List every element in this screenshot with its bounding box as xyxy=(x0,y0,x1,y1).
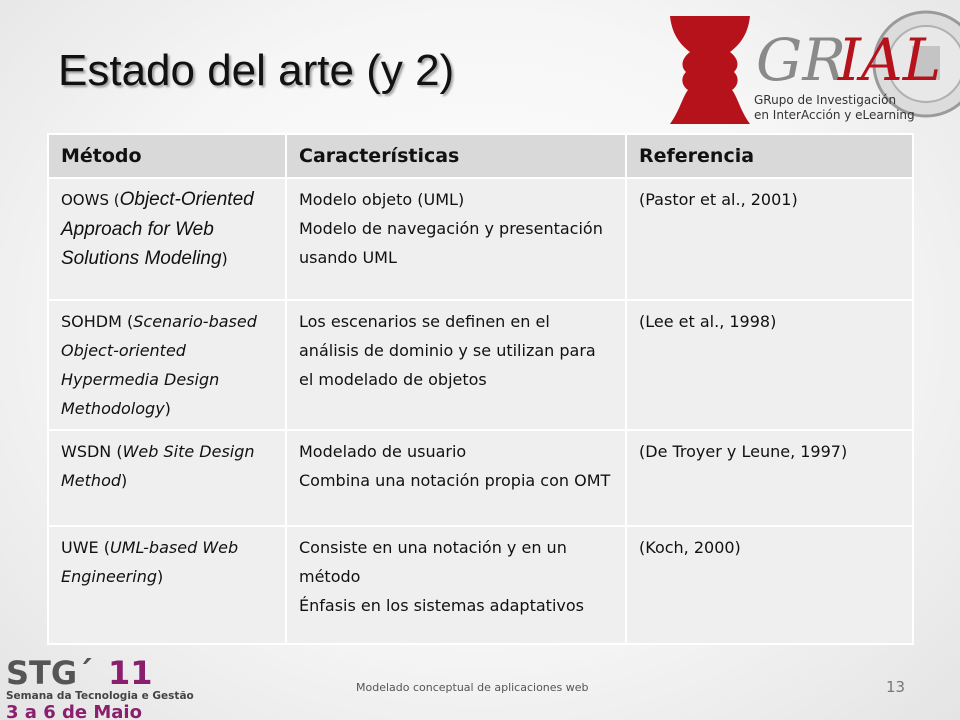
method-acronym: WSDN ( xyxy=(61,442,123,461)
method-cell xyxy=(48,178,286,300)
features-cell xyxy=(286,178,626,300)
feature-line: Modelo de navegación y presentación usando UML xyxy=(299,219,603,267)
reference-cell: (Koch, 2000) xyxy=(626,526,913,644)
features-cell xyxy=(286,526,626,644)
reference-cell: (Lee et al., 1998) xyxy=(626,300,913,430)
features-cell xyxy=(286,300,626,430)
feature-line: Consiste en una notación y en un método xyxy=(299,538,567,586)
grial-logo xyxy=(668,6,960,130)
reference-cell: (Pastor et al., 2001) xyxy=(626,178,913,300)
method-paren: ) xyxy=(221,249,228,268)
method-full-name: UML-based Web Engineering xyxy=(61,538,239,586)
feature-line: Combina una notación propia con OMT xyxy=(299,471,611,490)
vase-faces-icon xyxy=(670,16,750,124)
method-paren: ) xyxy=(121,471,128,490)
stg-wordmark: STG´ xyxy=(6,654,94,692)
feature-line: Modelo objeto (UML) xyxy=(299,190,465,209)
method-acronym: SOHDM ( xyxy=(61,312,134,331)
slide-title: Estado del arte (y 2) xyxy=(58,46,455,95)
grial-tagline-1: GRupo de Investigación xyxy=(754,93,897,107)
features-cell xyxy=(286,430,626,526)
method-paren: ) xyxy=(157,567,164,586)
feature-line: Los escenarios se definen en el análisis de dominio y se utilizan para el modelado de objetos xyxy=(299,312,596,389)
method-full-name: Object-Oriented Approach for Web Solutions Modeling xyxy=(61,189,254,269)
svg-text:11: 11 xyxy=(108,654,153,692)
method-paren: ) xyxy=(164,399,171,418)
grial-wordmark: GR xyxy=(756,26,847,94)
svg-text:IAL: IAL xyxy=(838,26,942,94)
method-full-name: Scenario-based Object-oriented Hypermedia Design Methodology xyxy=(61,312,257,418)
table-row xyxy=(48,178,913,300)
table-row xyxy=(48,430,913,526)
header-method: Método xyxy=(48,134,286,178)
reference-cell: (De Troyer y Leune, 1997) xyxy=(626,430,913,526)
table-row xyxy=(48,300,913,430)
stg11-logo xyxy=(4,652,194,720)
method-full-name: Web Site Design Method xyxy=(61,442,255,490)
header-features: Características xyxy=(286,134,626,178)
method-cell xyxy=(48,300,286,430)
footer-text: Modelado conceptual de aplicaciones web xyxy=(356,681,589,694)
methods-table xyxy=(47,133,914,645)
method-acronym: UWE ( xyxy=(61,538,110,557)
stg-subtitle: Semana da Tecnologia e Gestão xyxy=(6,690,194,702)
stg-dates: 3 a 6 de Maio xyxy=(6,702,142,720)
feature-line: Modelado de usuario xyxy=(299,442,467,461)
method-cell xyxy=(48,430,286,526)
method-cell xyxy=(48,526,286,644)
table-row xyxy=(48,526,913,644)
grial-tagline-2: en InterAcción y eLearning xyxy=(754,108,915,122)
table-header-row xyxy=(48,134,913,178)
page-number: 13 xyxy=(886,678,906,696)
feature-line: Énfasis en los sistemas adaptativos xyxy=(299,596,584,615)
method-acronym: OOWS ( xyxy=(61,191,120,209)
header-reference: Referencia xyxy=(626,134,913,178)
